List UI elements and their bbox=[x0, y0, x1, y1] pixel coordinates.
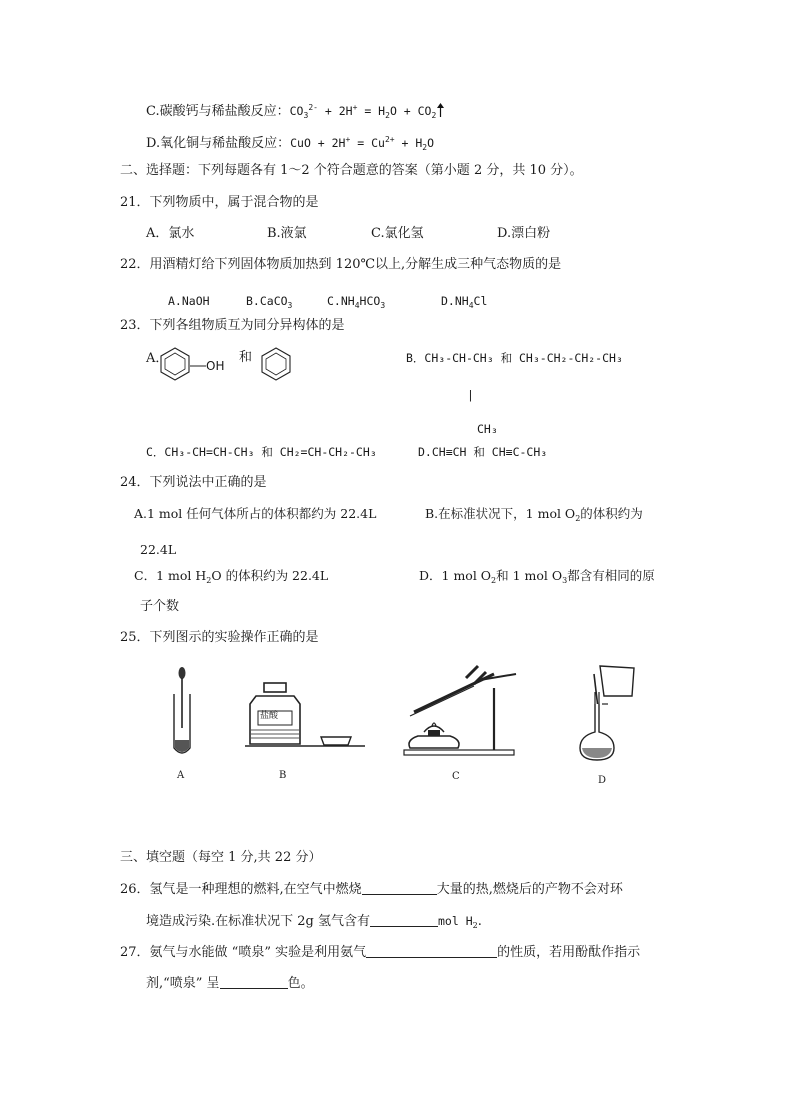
q24-option-b-post: 的体积约为 bbox=[580, 506, 643, 521]
apparatus-a-dropper bbox=[165, 666, 197, 758]
q23-branch-bond: | bbox=[467, 388, 474, 402]
apparatus-d-flask bbox=[574, 664, 640, 764]
gas-arrow-icon bbox=[436, 103, 445, 117]
option-d-prefix: D.氧化铜与稀盐酸反应： bbox=[146, 136, 291, 151]
q24-option-d-cont: 子个数 bbox=[140, 599, 180, 614]
q21-option-d: D.漂白粉 bbox=[497, 226, 551, 241]
q27-line-1-post: 的性质，若用酚酞作指示 bbox=[497, 945, 641, 960]
q23-option-b: B．CH₃-CH-CH₃ 和 CH₃-CH₂-CH₂-CH₃ bbox=[406, 351, 623, 365]
section-3-title: 三、填空题（每空 1 分,共 22 分） bbox=[120, 850, 322, 865]
option-d-line bbox=[146, 131, 434, 157]
q21-stem: 21．下列物质中，属于混合物的是 bbox=[120, 195, 319, 210]
q25-stem: 25．下列图示的实验操作正确的是 bbox=[120, 630, 319, 645]
q21-option-b: B.液氯 bbox=[267, 226, 307, 241]
q27-blank-1[interactable] bbox=[366, 943, 497, 958]
apparatus-d-label: D bbox=[598, 775, 607, 786]
oh-bond-line bbox=[190, 364, 206, 368]
q22-option-d-pre: D.NH bbox=[441, 294, 469, 308]
q21-option-a: A．氯水 bbox=[146, 226, 195, 241]
q26-line-2-pre: 境造成污染.在标准状况下 2g 氢气含有 bbox=[146, 914, 370, 929]
q27-line-2-pre: 剂,“喷泉” 呈 bbox=[146, 976, 220, 991]
apparatus-a-label: A bbox=[177, 770, 185, 781]
q22-stem: 22．用酒精灯给下列固体物质加热到 120℃以上,分解生成三种气态物质的是 bbox=[120, 257, 562, 272]
q27-line-1-pre: 27．氨气与水能做 “喷泉” 实验是利用氨气 bbox=[120, 945, 367, 960]
q24-option-c-post: O 的体积约为 22.4L bbox=[211, 568, 329, 583]
q26-line-1 bbox=[120, 880, 623, 899]
q22-option-c-pre: C.NH bbox=[327, 294, 355, 308]
q27-line-1 bbox=[120, 943, 640, 962]
q24-option-d-post: 都含有相同的原 bbox=[567, 568, 655, 583]
q26-line-2: 境造成污染.在标准状况下 2g 氢气含有 mol $H_2$. bbox=[146, 914, 482, 930]
apparatus-c-heating bbox=[394, 658, 524, 758]
q26-line-1-pre: 26．氢气是一种理想的燃料,在空气中燃烧 bbox=[120, 882, 362, 897]
section-2-title: 二、选择题：下列每题各有 1～2 个符合题意的答案（第小题 2 分，共 10 分）。 bbox=[120, 163, 583, 178]
option-d-equation: CuO + $2H^+ = Cu^{2+} + H_2O$ bbox=[290, 135, 435, 152]
q22-option-c: $C.NH_4HCO_3$ bbox=[327, 294, 386, 310]
apparatus-c-label: C bbox=[452, 771, 460, 782]
q26-line-2-post: mol H bbox=[438, 914, 473, 928]
q26-blank-1[interactable] bbox=[362, 880, 437, 895]
q27-line-2 bbox=[146, 974, 314, 993]
benzene-ring-icon bbox=[259, 346, 293, 382]
q23-option-d: D.CH≡CH 和 CH≡C-CH₃ bbox=[418, 445, 548, 459]
q23-option-a-label: A． bbox=[146, 351, 169, 366]
q22-option-c-mid: HCO bbox=[359, 294, 381, 308]
q24-option-a: A.1 mol 任何气体所占的体积都约为 22.4L bbox=[134, 506, 377, 521]
q24-option-c-pre: C．1 mol H bbox=[134, 568, 207, 583]
q24-option-b-pre: B.在标准状况下，1 mol O bbox=[425, 506, 576, 521]
q24-option-b-cont: 22.4L bbox=[140, 542, 177, 557]
option-c-prefix: C.碳酸钙与稀盐酸反应： bbox=[146, 104, 290, 119]
apparatus-b-label: B bbox=[279, 770, 287, 781]
q23-and-label: 和 bbox=[239, 350, 253, 365]
q24-option-d: D．1 mol $O_2$和 1 mol $O_3$都含有相同的原 bbox=[419, 568, 655, 585]
q26-blank-2[interactable] bbox=[370, 912, 438, 927]
q22-option-d: $D.NH_4Cl$ bbox=[441, 294, 488, 310]
q24-option-b: B.在标准状况下，1 mol $O_2$的体积约为 bbox=[425, 506, 643, 523]
apparatus-b-bottle-label: 盐酸 bbox=[260, 711, 279, 721]
q22-option-b: B.CaCO$_3$ bbox=[246, 294, 293, 310]
q24-option-d-pre: D．1 mol O bbox=[419, 568, 492, 583]
q24-stem: 24．下列说法中正确的是 bbox=[120, 475, 267, 490]
q23-oh-group: OH bbox=[206, 359, 225, 373]
q24-option-c: C．1 mol $H_2O$ 的体积约为 22.4L bbox=[134, 568, 329, 585]
q24-option-d-mid: 和 1 mol O bbox=[496, 568, 563, 583]
phenol-ring-icon bbox=[158, 346, 192, 382]
q27-blank-2[interactable] bbox=[220, 974, 288, 989]
q21-option-c: C.氯化氢 bbox=[371, 226, 424, 241]
q22-option-a: A.NaOH bbox=[168, 294, 210, 308]
q27-line-2-post: 色。 bbox=[287, 976, 314, 991]
q22-option-b-text: B.CaCO bbox=[246, 294, 288, 308]
option-c-line bbox=[146, 99, 445, 125]
q23-stem: 23．下列各组物质互为同分异构体的是 bbox=[120, 318, 345, 333]
q23-option-c: C．CH₃-CH=CH-CH₃ 和 CH₂=CH-CH₂-CH₃ bbox=[146, 445, 377, 459]
q26-line-1-post: 大量的热,燃烧后的产物不会对环 bbox=[436, 882, 623, 897]
q22-option-d-post: Cl bbox=[473, 294, 488, 308]
q23-branch-methyl: CH₃ bbox=[477, 422, 498, 436]
q26-line-2-end: . bbox=[477, 914, 482, 929]
option-c-equation: $CO_3^{2-} + 2H^+ = H_2O + CO_2$ bbox=[289, 103, 437, 120]
